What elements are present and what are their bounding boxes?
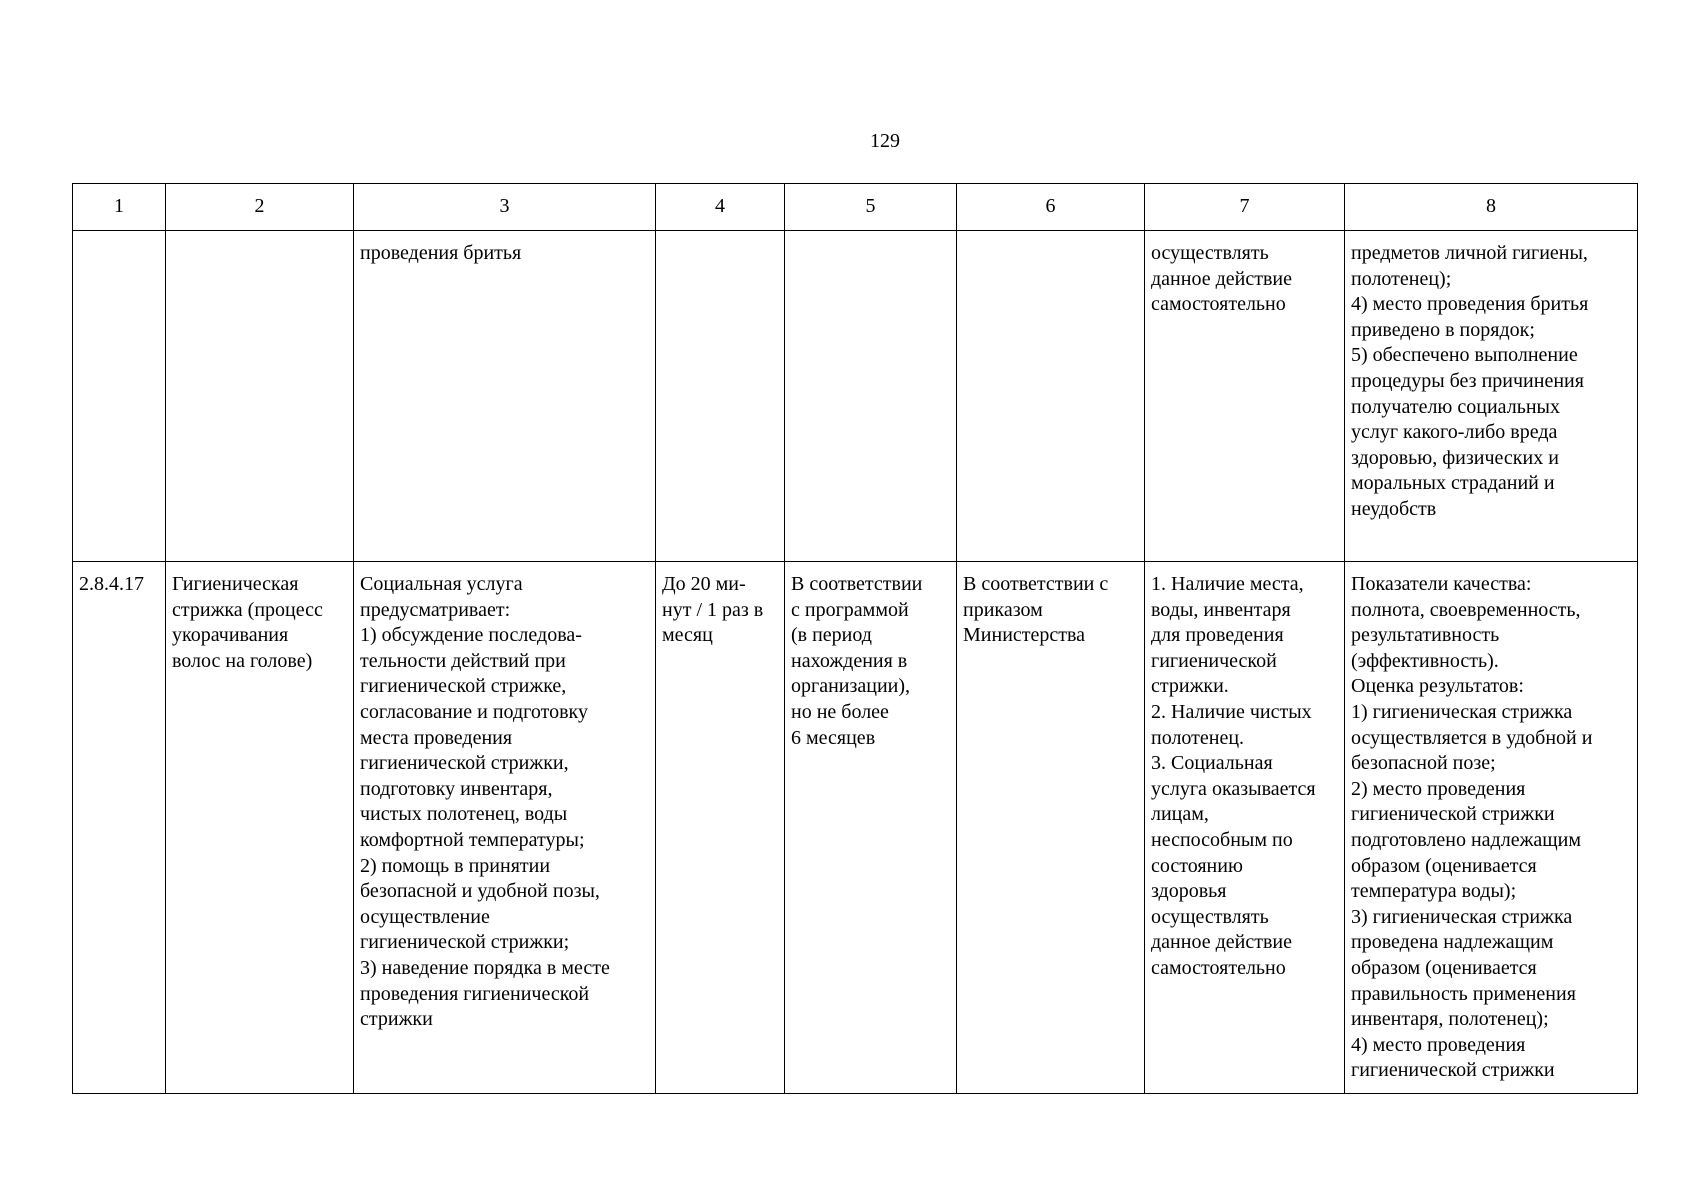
service-code-cell: 2.8.4.17: [73, 562, 166, 1094]
table-cell: [656, 231, 785, 562]
service-name-cell: Гигиеническая стрижка (процесс укорачивания волос на голове): [166, 562, 354, 1094]
table-cell: осуществлять данное действие самостоятельно: [1145, 231, 1345, 562]
service-tariff-cell: В соответствии с приказом Министерства: [957, 562, 1145, 1094]
column-header-3: 3: [354, 184, 656, 231]
column-header-5: 5: [785, 184, 957, 231]
table-cell: [73, 231, 166, 562]
table-cell: предметов личной гигиены, полотенец); 4) место проведения бритья приведено в порядок; 5) обеспечено выполнение процедуры без причинения получателю социальных услуг какого-либо вреда здоровью, физических и моральных страданий и неудобств: [1345, 231, 1638, 562]
service-quality-cell: Показатели качества: полнота, своевременность, результативность (эффективность). Оценка результатов: 1) гигиеническая стрижка осуществляется в удобной и безопасной позе; 2) место проведения гигиенической стрижки подготовлено надлежащим образом (оценивается температура воды); 3) гигиеническая стрижка проведена надлежащим образом (оценивается правильность применения инвентаря, полотенец); 4) место проведения гигиенической стрижки: [1345, 562, 1638, 1094]
service-conditions-cell: 1. Наличие места, воды, инвентаря для проведения гигиенической стрижки. 2. Наличие чистых полотенец. 3. Социальная услуга оказывается лицам, неспособным по состоянию здоровья осуществлять данное действие самостоятельно: [1145, 562, 1345, 1094]
table-row-2-8-4-17: [73, 562, 1638, 1094]
table-cell: проведения бритья: [354, 231, 656, 562]
column-header-4: 4: [656, 184, 785, 231]
column-header-8: 8: [1345, 184, 1638, 231]
table-cell: [785, 231, 957, 562]
column-header-1: 1: [73, 184, 166, 231]
table-cell: [957, 231, 1145, 562]
table-cell: [166, 231, 354, 562]
services-table: [72, 183, 1638, 1094]
service-period-cell: В соответствии с программой (в период нахождения в организации), но не более 6 месяцев: [785, 562, 957, 1094]
column-header-2: 2: [166, 184, 354, 231]
table-row-continuation: [73, 231, 1638, 562]
service-time-cell: До 20 ми- нут / 1 раз в месяц: [656, 562, 785, 1094]
header-row: [73, 184, 1638, 231]
column-header-7: 7: [1145, 184, 1345, 231]
service-description-cell: Социальная услуга предусматривает: 1) обсуждение последова- тельности действий при гигиенической стрижке, согласование и подготовку места проведения гигиенической стрижки, подготовку инвентаря, чистых полотенец, воды комфортной температуры; 2) помощь в принятии безопасной и удобной позы, осуществление гигиенической стрижки; 3) наведение порядка в месте проведения гигиенической стрижки: [354, 562, 656, 1094]
column-header-6: 6: [957, 184, 1145, 231]
page-number: 129: [870, 130, 900, 152]
